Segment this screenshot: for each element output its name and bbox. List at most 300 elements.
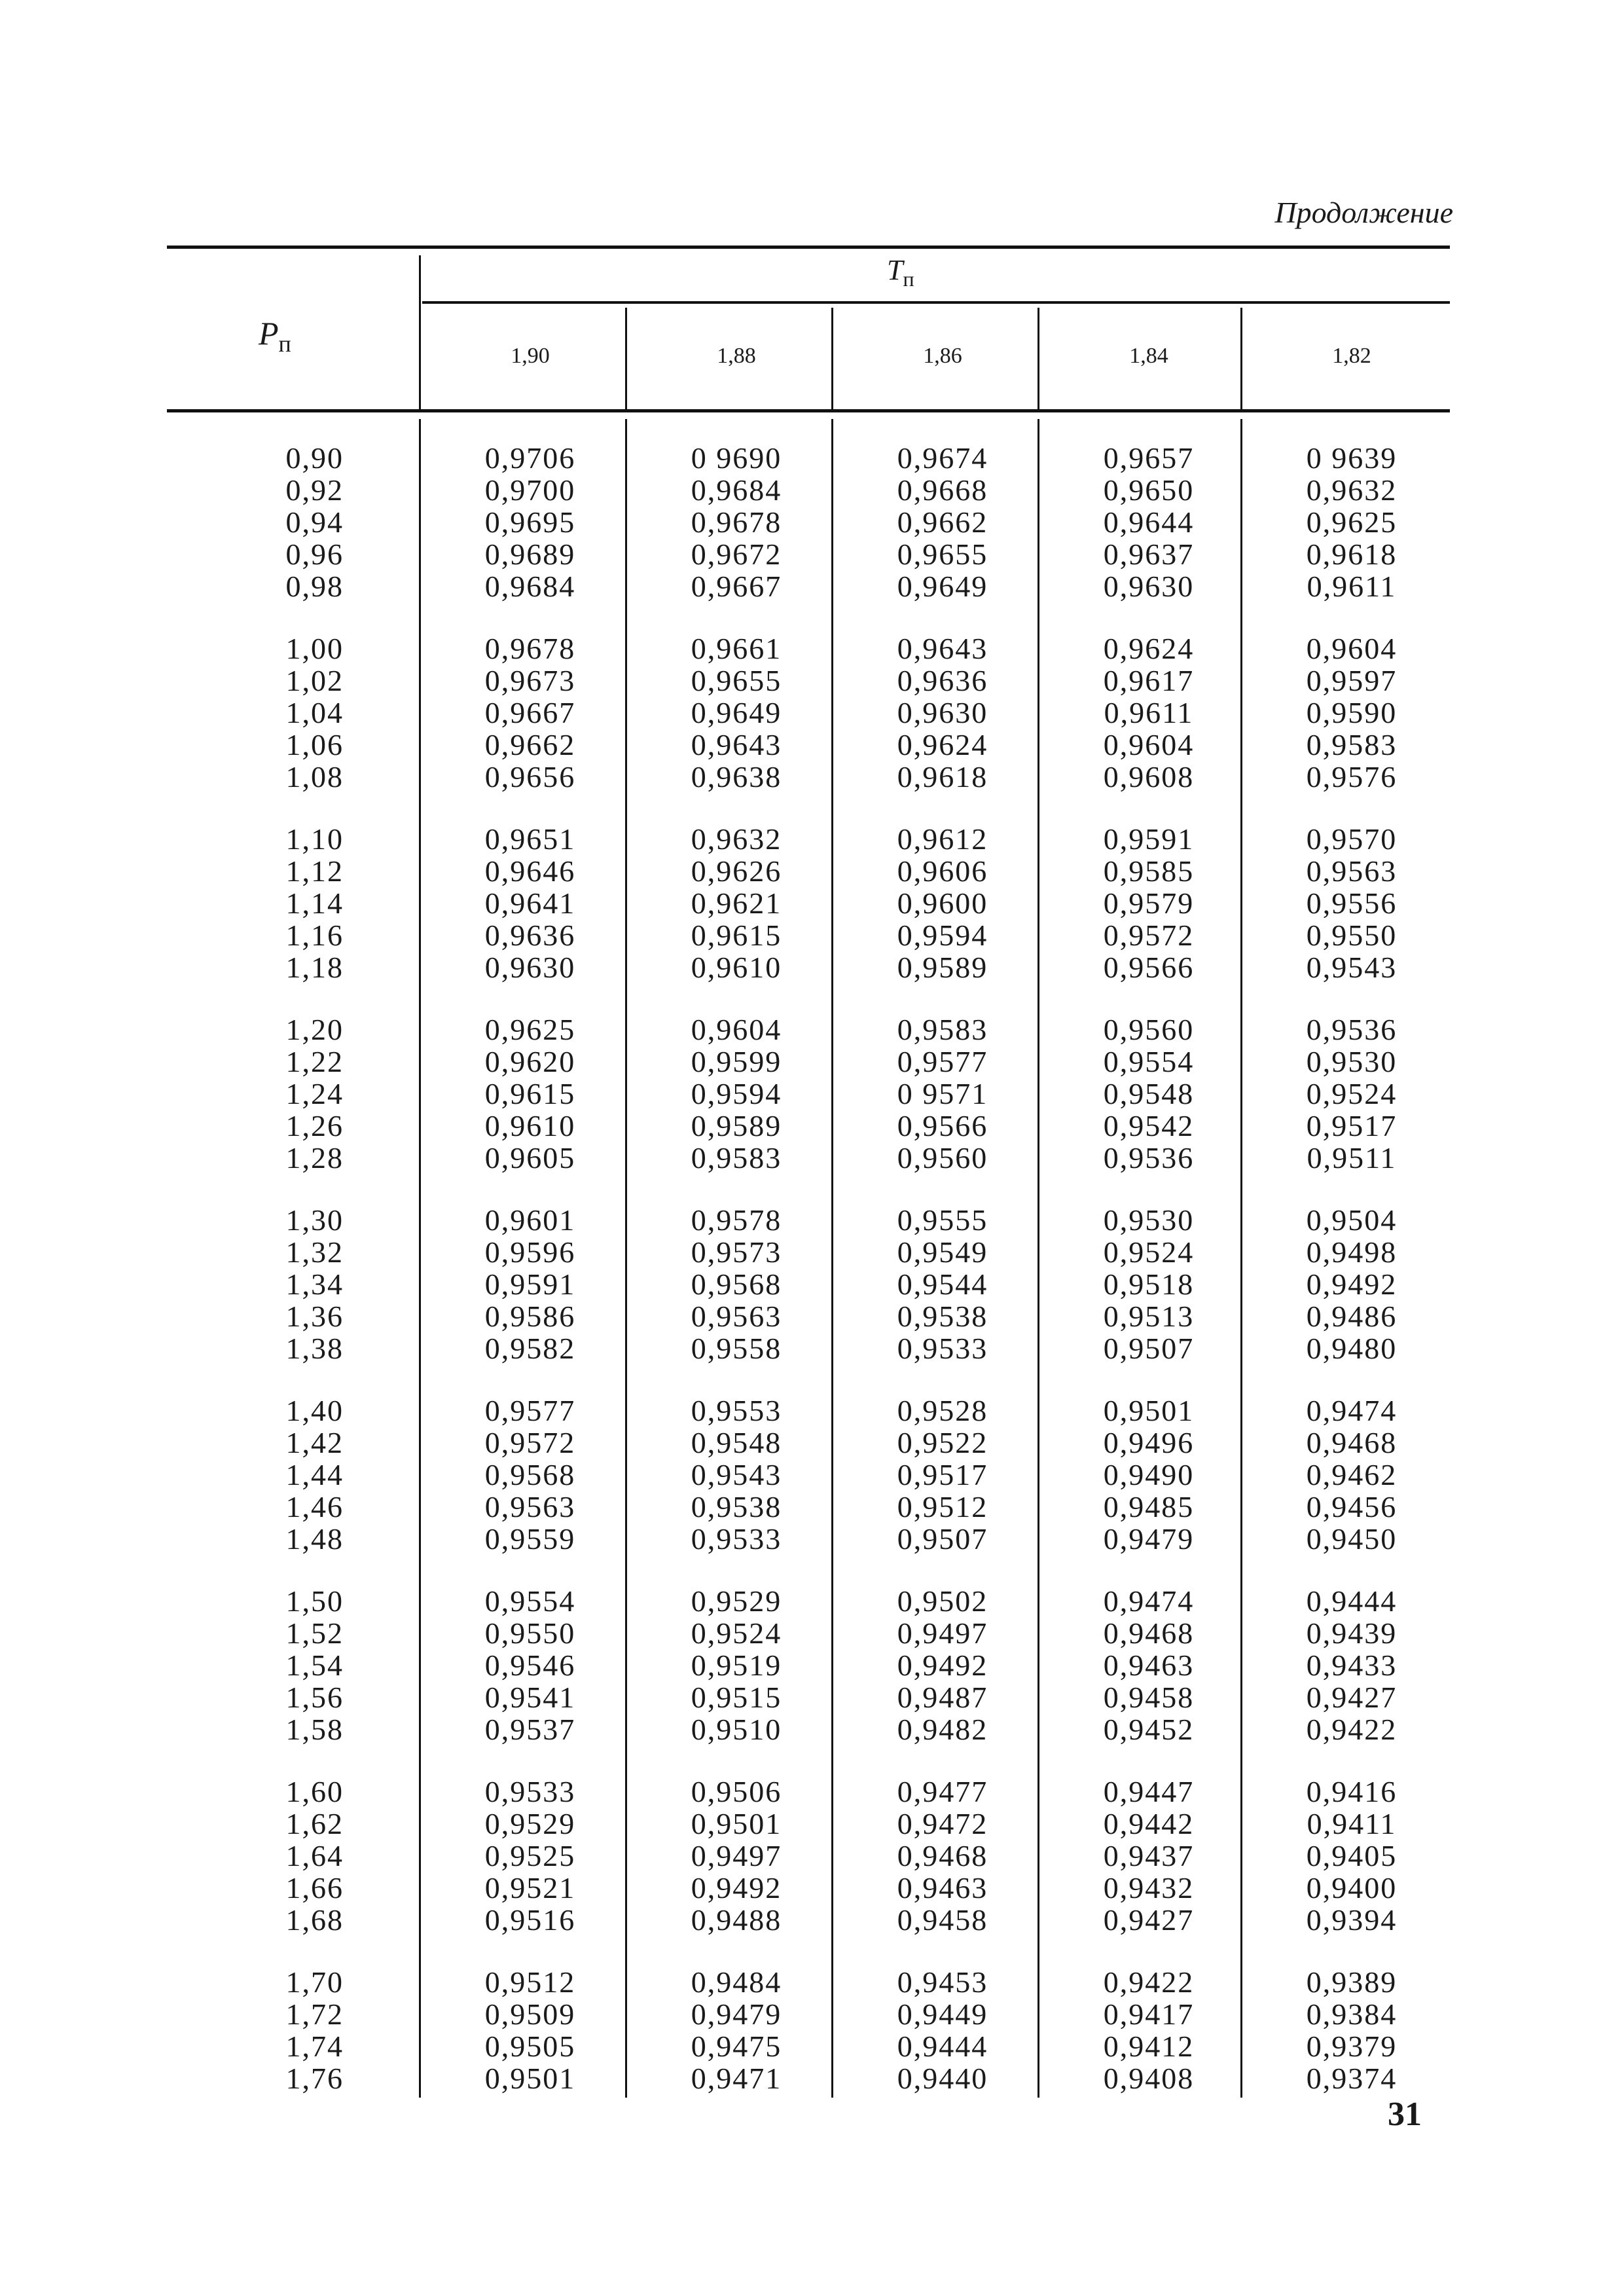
pn-cell: 0,94 — [285, 505, 344, 539]
pn-cell: 1,68 — [285, 1903, 344, 1937]
pn-cell: 1,10 — [285, 822, 344, 856]
value-cell: 0,9599 — [691, 1045, 782, 1078]
pn-cell: 1,70 — [285, 1965, 344, 1999]
value-cell: 0,9439 — [1306, 1616, 1398, 1650]
value-cell: 0,9490 — [1103, 1458, 1195, 1491]
value-cell: 0,9590 — [1306, 696, 1398, 729]
group-gap — [1047, 1745, 1250, 1776]
value-cell: 0,9566 — [897, 1109, 988, 1142]
value-cell: 0,9536 — [1306, 1013, 1398, 1046]
value-cell: 0,9695 — [484, 505, 576, 539]
group-gap — [635, 793, 838, 823]
value-cell: 0,9617 — [1103, 664, 1195, 697]
pn-cell: 1,74 — [285, 2030, 344, 2063]
value-cell: 0,9630 — [1103, 570, 1195, 603]
header-divider — [1038, 308, 1039, 409]
value-cell: 0,9541 — [484, 1681, 576, 1714]
value-cell: 0,9591 — [484, 1267, 576, 1301]
value-cell: 0,9605 — [484, 1141, 576, 1175]
value-cell: 0,9586 — [484, 1300, 576, 1333]
value-cell: 0,9444 — [897, 2030, 988, 2063]
value-cell: 0,9577 — [484, 1394, 576, 1427]
value-cell: 0,9572 — [1103, 919, 1195, 952]
value-cell: 0,9583 — [897, 1013, 988, 1046]
value-cell: 0,9502 — [897, 1584, 988, 1618]
pn-cell: 1,34 — [285, 1267, 344, 1301]
value-cell: 0,9501 — [1103, 1394, 1195, 1427]
value-column-3 — [841, 442, 1044, 2094]
value-cell: 0,9542 — [1103, 1109, 1195, 1142]
pn-cell: 1,04 — [285, 696, 344, 729]
value-cell: 0,9511 — [1307, 1141, 1397, 1175]
top-rule — [167, 246, 1450, 249]
value-cell: 0,9626 — [691, 854, 782, 888]
value-cell: 0,9655 — [691, 664, 782, 697]
value-cell: 0,9486 — [1306, 1300, 1398, 1333]
value-cell: 0,9611 — [1104, 696, 1194, 729]
value-cell: 0,9563 — [484, 1490, 576, 1523]
value-cell: 0,9505 — [484, 2030, 576, 2063]
value-cell: 0,9538 — [691, 1490, 782, 1523]
value-cell: 0,9649 — [897, 570, 988, 603]
pn-cell: 1,52 — [285, 1616, 344, 1650]
pn-cell: 1,00 — [285, 632, 344, 665]
value-cell: 0,9485 — [1103, 1490, 1195, 1523]
value-cell: 0,9468 — [897, 1839, 988, 1872]
value-cell: 0,9427 — [1103, 1903, 1195, 1937]
value-cell: 0,9673 — [484, 664, 576, 697]
value-cell: 0,9553 — [691, 1394, 782, 1427]
value-cell: 0,9618 — [897, 760, 988, 793]
value-cell: 0,9507 — [1103, 1332, 1195, 1365]
value-cell: 0,9643 — [691, 728, 782, 761]
value-cell: 0,9630 — [484, 951, 576, 984]
pn-cell: 1,42 — [285, 1426, 344, 1459]
value-cell: 0,9656 — [484, 760, 576, 793]
pn-cell: 1,14 — [285, 886, 344, 920]
value-cell: 0,9678 — [484, 632, 576, 665]
value-cell: 0,9674 — [897, 441, 988, 475]
group-gap — [1047, 602, 1250, 632]
group-gap — [841, 1555, 1044, 1585]
value-cell: 0,9601 — [484, 1203, 576, 1237]
group-gap — [635, 1745, 838, 1776]
value-cell: 0,9560 — [1103, 1013, 1195, 1046]
value-cell: 0,9638 — [691, 760, 782, 793]
column-divider — [419, 419, 421, 2098]
value-cell: 0,9600 — [897, 886, 988, 920]
value-cell: 0,9411 — [1307, 1807, 1397, 1840]
value-cell: 0,9689 — [484, 538, 576, 571]
value-cell: 0,9630 — [897, 696, 988, 729]
value-cell: 0,9608 — [1103, 760, 1195, 793]
column-header-3: 1,86 — [923, 344, 962, 368]
value-cell: 0,9615 — [484, 1077, 576, 1110]
pn-cell: 1,22 — [285, 1045, 344, 1078]
header-bottom-rule — [167, 409, 1450, 412]
value-cell: 0,9549 — [897, 1235, 988, 1269]
value-cell: 0,9662 — [484, 728, 576, 761]
value-cell: 0,9512 — [484, 1965, 576, 1999]
value-cell: 0,9422 — [1103, 1965, 1195, 1999]
value-cell: 0,9458 — [1103, 1681, 1195, 1714]
pn-cell: 1,30 — [285, 1203, 344, 1237]
value-cell: 0,9433 — [1306, 1649, 1398, 1682]
group-gap — [841, 793, 1044, 823]
pn-cell: 1,12 — [285, 854, 344, 888]
value-cell: 0,9620 — [484, 1045, 576, 1078]
group-gap — [1250, 793, 1453, 823]
group-gap — [245, 602, 344, 632]
group-gap — [429, 1555, 632, 1585]
value-cell: 0,9556 — [1306, 886, 1398, 920]
value-cell: 0,9525 — [484, 1839, 576, 1872]
value-cell: 0,9548 — [1103, 1077, 1195, 1110]
value-cell: 0,9554 — [484, 1584, 576, 1618]
value-cell: 0,9512 — [897, 1490, 988, 1523]
group-gap — [1047, 1936, 1250, 1966]
pn-cell: 0,96 — [285, 538, 344, 571]
value-cell: 0,9700 — [484, 473, 576, 507]
pn-cell: 1,28 — [285, 1141, 344, 1175]
row-param-header: $P_п$ — [259, 315, 291, 357]
value-cell: 0,9555 — [897, 1203, 988, 1237]
value-cell: 0,9578 — [691, 1203, 782, 1237]
group-gap — [635, 1936, 838, 1966]
value-cell: 0,9624 — [1103, 632, 1195, 665]
value-cell: 0,9519 — [691, 1649, 782, 1682]
value-column-2 — [635, 442, 838, 2094]
group-gap — [429, 1745, 632, 1776]
group-gap — [635, 983, 838, 1013]
value-cell: 0,9572 — [484, 1426, 576, 1459]
value-cell: 0,9507 — [897, 1522, 988, 1556]
group-gap — [841, 602, 1044, 632]
value-cell: 0,9533 — [897, 1332, 988, 1365]
value-cell: 0,9498 — [1306, 1235, 1398, 1269]
value-cell: 0,9643 — [897, 632, 988, 665]
group-gap — [635, 1174, 838, 1204]
group-gap — [429, 1364, 632, 1394]
value-cell: 0,9468 — [1103, 1616, 1195, 1650]
value-cell: 0,9543 — [691, 1458, 782, 1491]
value-cell: 0,9582 — [484, 1332, 576, 1365]
value-cell: 0,9597 — [1306, 664, 1398, 697]
value-cell: 0,9442 — [1103, 1807, 1195, 1840]
value-cell: 0,9573 — [691, 1235, 782, 1269]
value-cell: 0,9463 — [897, 1871, 988, 1904]
group-gap — [245, 1555, 344, 1585]
value-cell: 0,9474 — [1103, 1584, 1195, 1618]
value-cell: 0,9611 — [1307, 570, 1397, 603]
column-divider — [1240, 419, 1242, 2098]
value-cell: 0,9706 — [484, 441, 576, 475]
value-cell: 0,9484 — [691, 1965, 782, 1999]
value-cell: 0,9405 — [1306, 1839, 1398, 1872]
value-cell: 0,9636 — [897, 664, 988, 697]
value-cell: 0,9585 — [1103, 854, 1195, 888]
value-cell: 0,9632 — [1306, 473, 1398, 507]
value-cell: 0,9625 — [1306, 505, 1398, 539]
value-cell: 0,9474 — [1306, 1394, 1398, 1427]
value-cell: 0,9594 — [691, 1077, 782, 1110]
group-gap — [1047, 793, 1250, 823]
value-cell: 0,9563 — [1306, 854, 1398, 888]
value-cell: 0 9690 — [691, 441, 782, 475]
value-cell: 0,9518 — [1103, 1267, 1195, 1301]
value-cell: 0,9510 — [691, 1713, 782, 1746]
group-gap — [429, 1936, 632, 1966]
value-cell: 0,9641 — [484, 886, 576, 920]
value-cell: 0,9463 — [1103, 1649, 1195, 1682]
value-cell: 0,9394 — [1306, 1903, 1398, 1937]
group-gap — [635, 1364, 838, 1394]
value-cell: 0,9657 — [1103, 441, 1195, 475]
value-cell: 0,9422 — [1306, 1713, 1398, 1746]
value-cell: 0,9488 — [691, 1903, 782, 1937]
value-cell: 0 9639 — [1306, 441, 1398, 475]
value-cell: 0,9479 — [1103, 1522, 1195, 1556]
value-cell: 0,9517 — [897, 1458, 988, 1491]
group-gap — [245, 793, 344, 823]
value-cell: 0,9533 — [484, 1775, 576, 1808]
value-cell: 0,9408 — [1103, 2062, 1195, 2095]
value-cell: 0,9379 — [1306, 2030, 1398, 2063]
value-cell: 0,9672 — [691, 538, 782, 571]
group-gap — [1250, 1364, 1453, 1394]
value-cell: 0,9624 — [897, 728, 988, 761]
value-cell: 0,9621 — [691, 886, 782, 920]
value-cell: 0,9661 — [691, 632, 782, 665]
value-cell: 0,9550 — [484, 1616, 576, 1650]
value-cell: 0,9589 — [691, 1109, 782, 1142]
value-cell: 0,9501 — [484, 2062, 576, 2095]
value-cell: 0,9544 — [897, 1267, 988, 1301]
value-cell: 0,9437 — [1103, 1839, 1195, 1872]
pn-cell: 1,76 — [285, 2062, 344, 2095]
pn-cell: 1,62 — [285, 1807, 344, 1840]
column-divider — [625, 419, 627, 2098]
group-gap — [841, 1745, 1044, 1776]
value-cell: 0,9389 — [1306, 1965, 1398, 1999]
value-cell: 0,9604 — [691, 1013, 782, 1046]
group-gap — [1047, 1174, 1250, 1204]
group-gap — [635, 1555, 838, 1585]
group-gap — [1047, 1555, 1250, 1585]
value-cell: 0,9566 — [1103, 951, 1195, 984]
group-gap — [429, 983, 632, 1013]
group-gap — [1047, 983, 1250, 1013]
value-cell: 0,9583 — [691, 1141, 782, 1175]
pn-cell: 1,24 — [285, 1077, 344, 1110]
value-cell: 0,9400 — [1306, 1871, 1398, 1904]
group-gap — [245, 1745, 344, 1776]
value-cell: 0,9374 — [1306, 2062, 1398, 2095]
pn-cell: 1,40 — [285, 1394, 344, 1427]
value-cell: 0,9524 — [691, 1616, 782, 1650]
value-cell: 0,9447 — [1103, 1775, 1195, 1808]
group-gap — [245, 1936, 344, 1966]
value-cell: 0,9458 — [897, 1903, 988, 1937]
group-gap — [1250, 1745, 1453, 1776]
value-cell: 0,9637 — [1103, 538, 1195, 571]
value-cell: 0,9536 — [1103, 1141, 1195, 1175]
group-gap — [841, 1364, 1044, 1394]
value-cell: 0,9530 — [1306, 1045, 1398, 1078]
header-divider — [625, 308, 627, 409]
value-column-1 — [429, 442, 632, 2094]
pn-cell: 0,92 — [285, 473, 344, 507]
value-cell: 0,9416 — [1306, 1775, 1398, 1808]
value-cell: 0,9550 — [1306, 919, 1398, 952]
value-cell: 0,9591 — [1103, 822, 1195, 856]
value-cell: 0,9475 — [691, 2030, 782, 2063]
value-cell: 0,9427 — [1306, 1681, 1398, 1714]
value-cell: 0,9568 — [691, 1267, 782, 1301]
pn-cell: 1,06 — [285, 728, 344, 761]
pn-cell: 1,16 — [285, 919, 344, 952]
group-gap — [841, 1174, 1044, 1204]
value-cell: 0,9504 — [1306, 1203, 1398, 1237]
pn-cell: 1,54 — [285, 1649, 344, 1682]
value-cell: 0,9563 — [691, 1300, 782, 1333]
value-cell: 0,9568 — [484, 1458, 576, 1491]
value-cell: 0,9594 — [897, 919, 988, 952]
value-cell: 0,9667 — [691, 570, 782, 603]
value-cell: 0,9528 — [897, 1394, 988, 1427]
value-cell: 0,9440 — [897, 2062, 988, 2095]
header-divider — [1240, 308, 1242, 409]
value-cell: 0,9472 — [897, 1807, 988, 1840]
value-cell: 0,9570 — [1306, 822, 1398, 856]
value-cell: 0,9684 — [691, 473, 782, 507]
value-cell: 0,9548 — [691, 1426, 782, 1459]
value-cell: 0,9577 — [897, 1045, 988, 1078]
value-cell: 0,9543 — [1306, 951, 1398, 984]
value-cell: 0,9468 — [1306, 1426, 1398, 1459]
value-cell: 0,9530 — [1103, 1203, 1195, 1237]
value-cell: 0,9644 — [1103, 505, 1195, 539]
value-cell: 0,9487 — [897, 1681, 988, 1714]
value-cell: 0,9529 — [484, 1807, 576, 1840]
pn-cell: 1,66 — [285, 1871, 344, 1904]
value-cell: 0,9497 — [691, 1839, 782, 1872]
group-gap — [1250, 1174, 1453, 1204]
value-cell: 0,9604 — [1306, 632, 1398, 665]
value-cell: 0,9596 — [484, 1235, 576, 1269]
col-param-header: $T_п$ — [887, 254, 914, 291]
value-cell: 0,9618 — [1306, 538, 1398, 571]
value-cell: 0,9662 — [897, 505, 988, 539]
value-cell: 0,9636 — [484, 919, 576, 952]
value-cell: 0,9612 — [897, 822, 988, 856]
pn-cell: 1,26 — [285, 1109, 344, 1142]
value-cell: 0,9560 — [897, 1141, 988, 1175]
group-gap — [245, 1174, 344, 1204]
column-header-2: 1,88 — [717, 344, 756, 368]
pn-cell: 1,18 — [285, 951, 344, 984]
pn-cell: 1,08 — [285, 760, 344, 793]
pn-cell: 1,50 — [285, 1584, 344, 1618]
group-gap — [1047, 1364, 1250, 1394]
value-cell: 0,9655 — [897, 538, 988, 571]
pn-cell: 1,56 — [285, 1681, 344, 1714]
group-gap — [1250, 1555, 1453, 1585]
header-divider — [831, 308, 833, 409]
value-cell: 0,9522 — [897, 1426, 988, 1459]
value-cell: 0,9449 — [897, 1997, 988, 2031]
value-cell: 0,9546 — [484, 1649, 576, 1682]
value-cell: 0,9524 — [1103, 1235, 1195, 1269]
value-cell: 0,9501 — [691, 1807, 782, 1840]
column-header-4: 1,84 — [1129, 344, 1168, 368]
column-header-5: 1,82 — [1332, 344, 1371, 368]
value-cell: 0,9554 — [1103, 1045, 1195, 1078]
header-sub-rule — [422, 301, 1450, 304]
value-cell: 0,9610 — [484, 1109, 576, 1142]
value-cell: 0,9604 — [1103, 728, 1195, 761]
pn-cell: 0,90 — [285, 441, 344, 475]
value-cell: 0,9537 — [484, 1713, 576, 1746]
value-cell: 0,9583 — [1306, 728, 1398, 761]
group-gap — [841, 1936, 1044, 1966]
value-cell: 0,9452 — [1103, 1713, 1195, 1746]
value-cell: 0,9684 — [484, 570, 576, 603]
group-gap — [1250, 602, 1453, 632]
value-cell: 0,9517 — [1306, 1109, 1398, 1142]
pn-cell: 1,20 — [285, 1013, 344, 1046]
value-cell: 0,9417 — [1103, 1997, 1195, 2031]
group-gap — [1250, 1936, 1453, 1966]
value-cell: 0,9479 — [691, 1997, 782, 2031]
group-gap — [635, 602, 838, 632]
value-cell: 0,9432 — [1103, 1871, 1195, 1904]
value-cell: 0,9646 — [484, 854, 576, 888]
group-gap — [245, 983, 344, 1013]
value-cell: 0,9667 — [484, 696, 576, 729]
pn-cell: 1,44 — [285, 1458, 344, 1491]
value-cell: 0,9513 — [1103, 1300, 1195, 1333]
value-cell: 0,9492 — [691, 1871, 782, 1904]
value-cell: 0,9529 — [691, 1584, 782, 1618]
value-cell: 0,9496 — [1103, 1426, 1195, 1459]
column-divider — [1038, 419, 1039, 2098]
column-divider — [831, 419, 833, 2098]
value-cell: 0,9651 — [484, 822, 576, 856]
value-column-5 — [1250, 442, 1453, 2094]
pn-cell: 1,38 — [285, 1332, 344, 1365]
group-gap — [429, 602, 632, 632]
pn-cell: 1,48 — [285, 1522, 344, 1556]
group-gap — [841, 983, 1044, 1013]
value-cell: 0,9482 — [897, 1713, 988, 1746]
pn-cell: 0,98 — [285, 570, 344, 603]
value-cell: 0,9471 — [691, 2062, 782, 2095]
value-cell: 0,9384 — [1306, 1997, 1398, 2031]
value-column-4 — [1047, 442, 1250, 2094]
value-cell: 0,9516 — [484, 1903, 576, 1937]
value-cell: 0,9632 — [691, 822, 782, 856]
group-gap — [429, 793, 632, 823]
value-cell: 0,9509 — [484, 1997, 576, 2031]
value-cell: 0,9450 — [1306, 1522, 1398, 1556]
column-header-1: 1,90 — [511, 344, 550, 368]
value-cell: 0,9610 — [691, 951, 782, 984]
value-cell: 0,9576 — [1306, 760, 1398, 793]
value-cell: 0,9497 — [897, 1616, 988, 1650]
value-cell: 0,9453 — [897, 1965, 988, 1999]
pn-cell: 1,58 — [285, 1713, 344, 1746]
